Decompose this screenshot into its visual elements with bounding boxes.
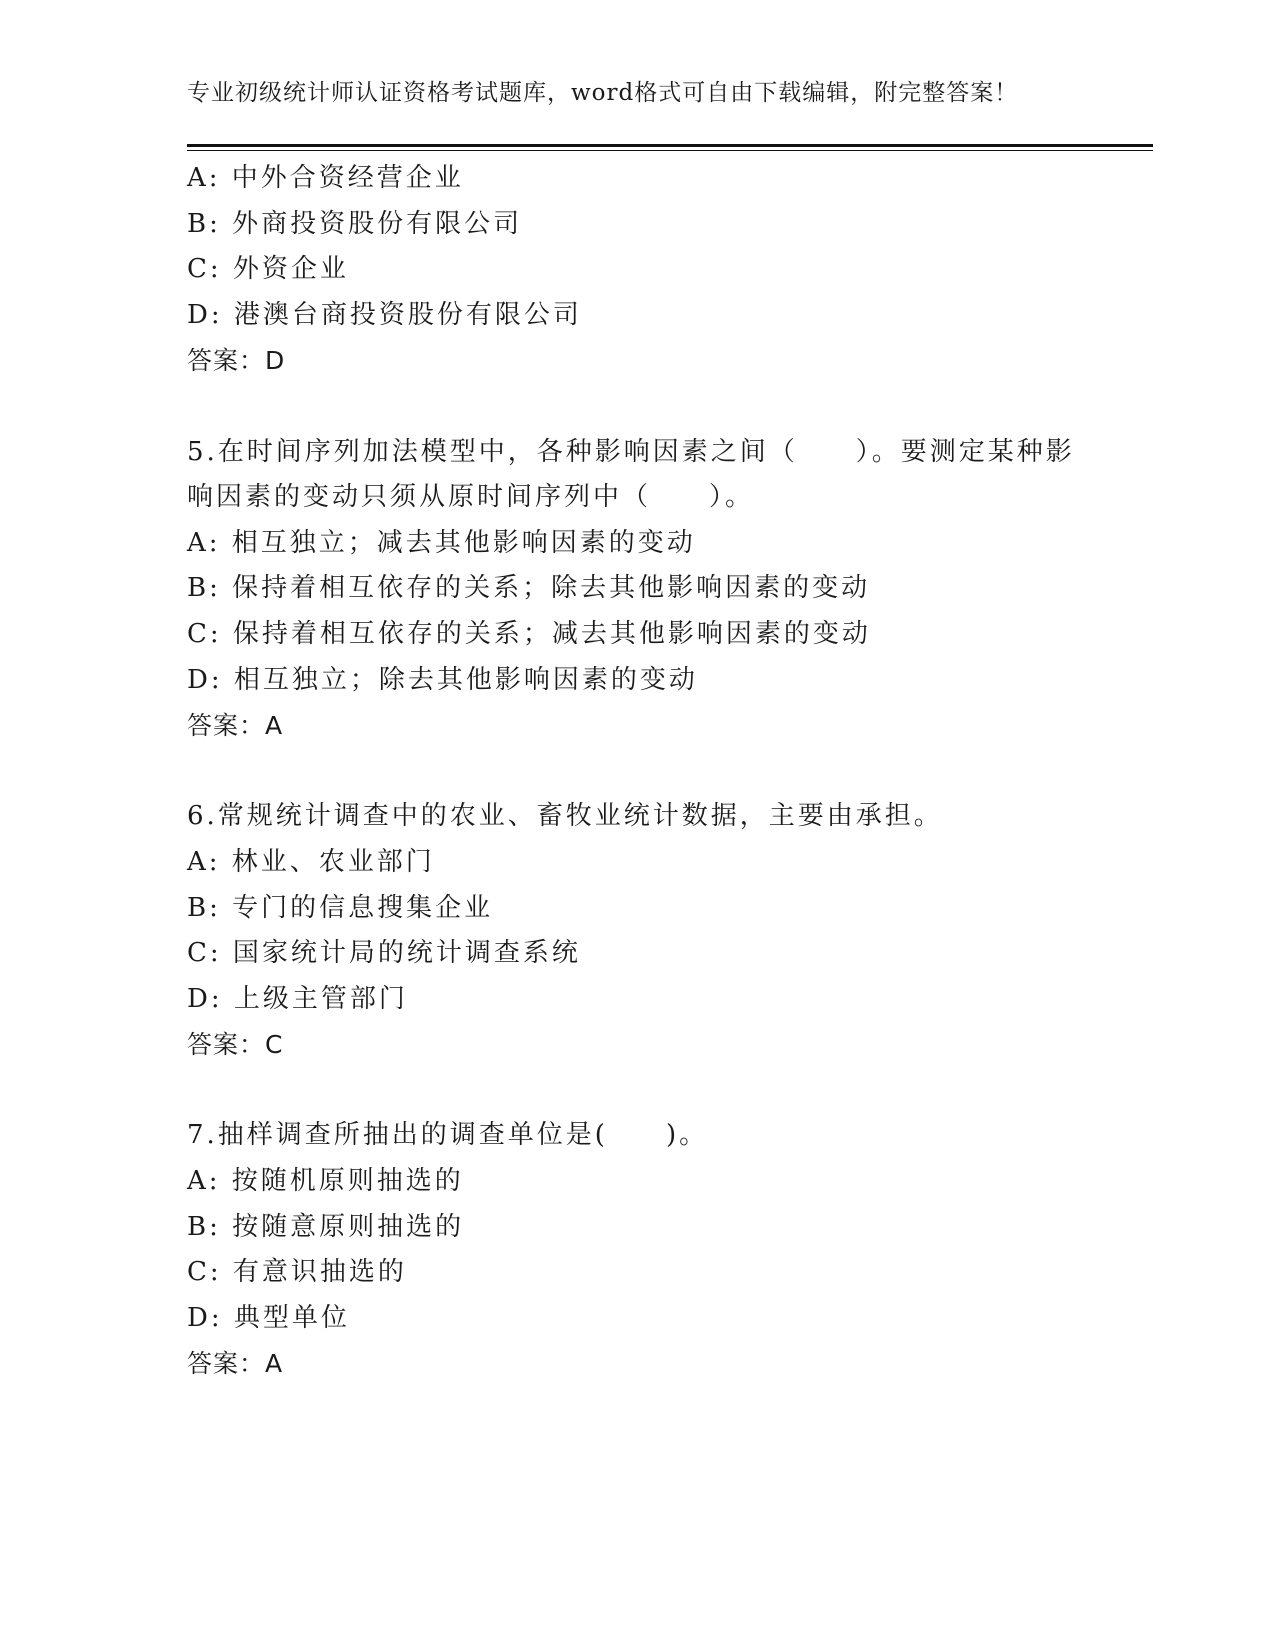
spacer bbox=[187, 749, 1153, 795]
answer: 答案：C bbox=[187, 1030, 284, 1060]
option-d: D: 上级主管部门 bbox=[187, 983, 408, 1014]
option-c: C: 外资企业 bbox=[187, 254, 349, 285]
option-d: D: 相互独立；除去其他影响因素的变动 bbox=[187, 664, 698, 695]
spacer bbox=[187, 384, 1153, 430]
option-a: A: 按随机原则抽选的 bbox=[187, 1166, 464, 1197]
spacer bbox=[187, 1068, 1153, 1114]
question-stem: 5.在时间序列加法模型中，各种影响因素之间（ ）。要测定某种影 bbox=[187, 436, 1075, 467]
answer: 答案：A bbox=[187, 711, 284, 741]
option-d: D: 典型单位 bbox=[187, 1302, 350, 1333]
answer: 答案：A bbox=[187, 1349, 284, 1379]
option-b: B: 专门的信息搜集企业 bbox=[187, 892, 494, 923]
question-stem-continued: 响因素的变动只须从原时间序列中（ ）。 bbox=[187, 482, 755, 513]
option-a: A: 相互独立；减去其他影响因素的变动 bbox=[187, 527, 696, 558]
option-c: C: 保持着相互依存的关系；减去其他影响因素的变动 bbox=[187, 618, 871, 649]
question-6 bbox=[187, 794, 1153, 1068]
option-c: C: 国家统计局的统计调查系统 bbox=[187, 938, 581, 969]
option-c: C: 有意识抽选的 bbox=[187, 1257, 407, 1288]
question-4 bbox=[187, 156, 1153, 384]
answer: 答案：D bbox=[187, 346, 286, 376]
question-7 bbox=[187, 1113, 1153, 1387]
option-b: B: 按随意原则抽选的 bbox=[187, 1211, 465, 1242]
header-rule-thick bbox=[187, 144, 1153, 147]
page-header: 专业初级统计师认证资格考试题库，word格式可自由下载编辑，附完整答案！ bbox=[187, 80, 1019, 106]
option-a: A: 林业、农业部门 bbox=[187, 846, 435, 877]
question-stem: 6.常规统计调查中的农业、畜牧业统计数据，主要由承担。 bbox=[187, 801, 943, 832]
question-content bbox=[187, 156, 1153, 1387]
option-a: A: 中外合资经营企业 bbox=[187, 163, 464, 193]
question-5 bbox=[187, 430, 1153, 749]
option-d: D: 港澳台商投资股份有限公司 bbox=[187, 299, 582, 330]
option-b: B: 保持着相互依存的关系；除去其他影响因素的变动 bbox=[187, 573, 871, 604]
header-rule-thin bbox=[187, 150, 1153, 151]
option-b: B: 外商投资股份有限公司 bbox=[187, 208, 523, 239]
question-stem: 7.抽样调查所抽出的调查单位是( )。 bbox=[187, 1120, 709, 1151]
